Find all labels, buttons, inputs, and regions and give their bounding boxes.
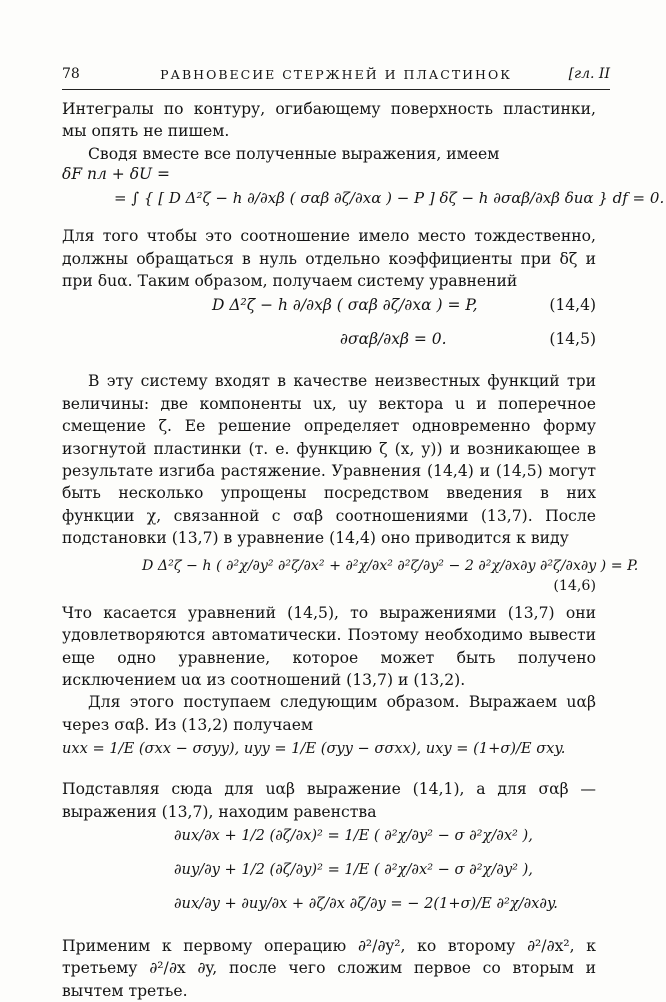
equation-system-1: ∂ux/∂x + 1/2 (∂ζ/∂x)² = 1/E ( ∂²χ/∂y² − σ ∂²χ/∂x² ), bbox=[174, 826, 533, 844]
equation-number-14-5: (14,5) bbox=[549, 330, 596, 349]
equation-system-2: ∂uy/∂y + 1/2 (∂ζ/∂y)² = 1/E ( ∂²χ/∂x² − σ ∂²χ/∂y² ), bbox=[174, 860, 533, 878]
equation-system-3: ∂ux/∂y + ∂uy/∂x + ∂ζ/∂x ∂ζ/∂y = − 2(1+σ)/E ∂²χ/∂x∂y. bbox=[174, 894, 558, 912]
page-number: 78 bbox=[62, 66, 80, 82]
paragraph-2: Сводя вместе все полученные выражения, имеем bbox=[88, 144, 500, 163]
paragraph-7: Подставляя сюда для uαβ выражение (14,1), а для σαβ — выражения (13,7), находим равенства bbox=[62, 780, 596, 821]
paragraph-1: Интегралы по контуру, огибающему поверхность пластинки, мы опять не пишем. bbox=[62, 100, 596, 141]
equation-number-14-4: (14,4) bbox=[549, 296, 596, 315]
equation-variation-rhs: = ∫ { [ D Δ²ζ − h ∂/∂xβ ( σαβ ∂ζ/∂xα ) − P ] δζ − h ∂σαβ/∂xβ δuα } df = 0. bbox=[114, 189, 665, 208]
paragraph-5: Что касается уравнений (14,5), то выражениями (13,7) они удовлетворяются автоматически. Поэтому необходимо вывести еще одно уравнение, которое может быть получено исключением uα из соотношений (13,7) и (13,2). bbox=[62, 603, 596, 689]
equation-system bbox=[174, 827, 596, 935]
chapter-label: [гл. II bbox=[568, 66, 610, 82]
equation-number-14-6: (14,6) bbox=[553, 577, 596, 594]
paragraph-8: Применим к первому операцию ∂²/∂y², ко второму ∂²/∂x², к третьему ∂²/∂x ∂y, после чего сложим первое со вторым и вычтем третье. bbox=[62, 936, 596, 1000]
page-body bbox=[62, 98, 665, 1002]
equation-strains: uxx = 1/E (σxx − σσyy), uyy = 1/E (σyy − σσxx), uxy = (1+σ)/E σxy. bbox=[62, 740, 566, 758]
paragraph-4: В эту систему входят в качестве неизвестных функций три величины: две компоненты ux, uy вектора u и поперечное смещение ζ. Ее решение определяет одновременно форму изогнутой пластинки (т. е. функцию ζ (x, y)) и возникающее в результате изгиба растяжение. Уравнения (14,4) и (14,5) могут быть несколько упрощены посредством введения в них функции χ, связанной с σαβ соотношениями (13,7). После подстановки (13,7) в уравнение (14,4) оно приводится к виду bbox=[62, 372, 596, 548]
paragraph-3: Для того чтобы это соотношение имело место тождественно, должны обращаться в нуль отдельно коэффициенты при δζ и при δuα. Таким образом, получаем систему уравнений bbox=[62, 227, 596, 291]
equation-14-5: ∂σαβ/∂xβ = 0. (14,5) bbox=[340, 330, 596, 349]
header-rule bbox=[62, 89, 610, 90]
paragraph-6: Для этого поступаем следующим образом. Выражаем uαβ через σαβ. Из (13,2) получаем bbox=[62, 693, 596, 734]
equation-14-6: D Δ²ζ − h ( ∂²χ/∂y² ∂²ζ/∂x² + ∂²χ/∂x² ∂²ζ/∂y² − 2 ∂²χ/∂x∂y ∂²ζ/∂x∂y ) = P. (14,6) bbox=[142, 557, 639, 594]
running-title: РАВНОВЕСИЕ СТЕРЖНЕЙ И ПЛАСТИНОК bbox=[160, 67, 512, 82]
equation-variation-lhs: δF пл + δU = bbox=[62, 165, 171, 184]
page-header bbox=[62, 66, 610, 88]
equation-14-4: D Δ²ζ − h ∂/∂xβ ( σαβ ∂ζ/∂xα ) = P, (14,4) bbox=[212, 296, 596, 315]
